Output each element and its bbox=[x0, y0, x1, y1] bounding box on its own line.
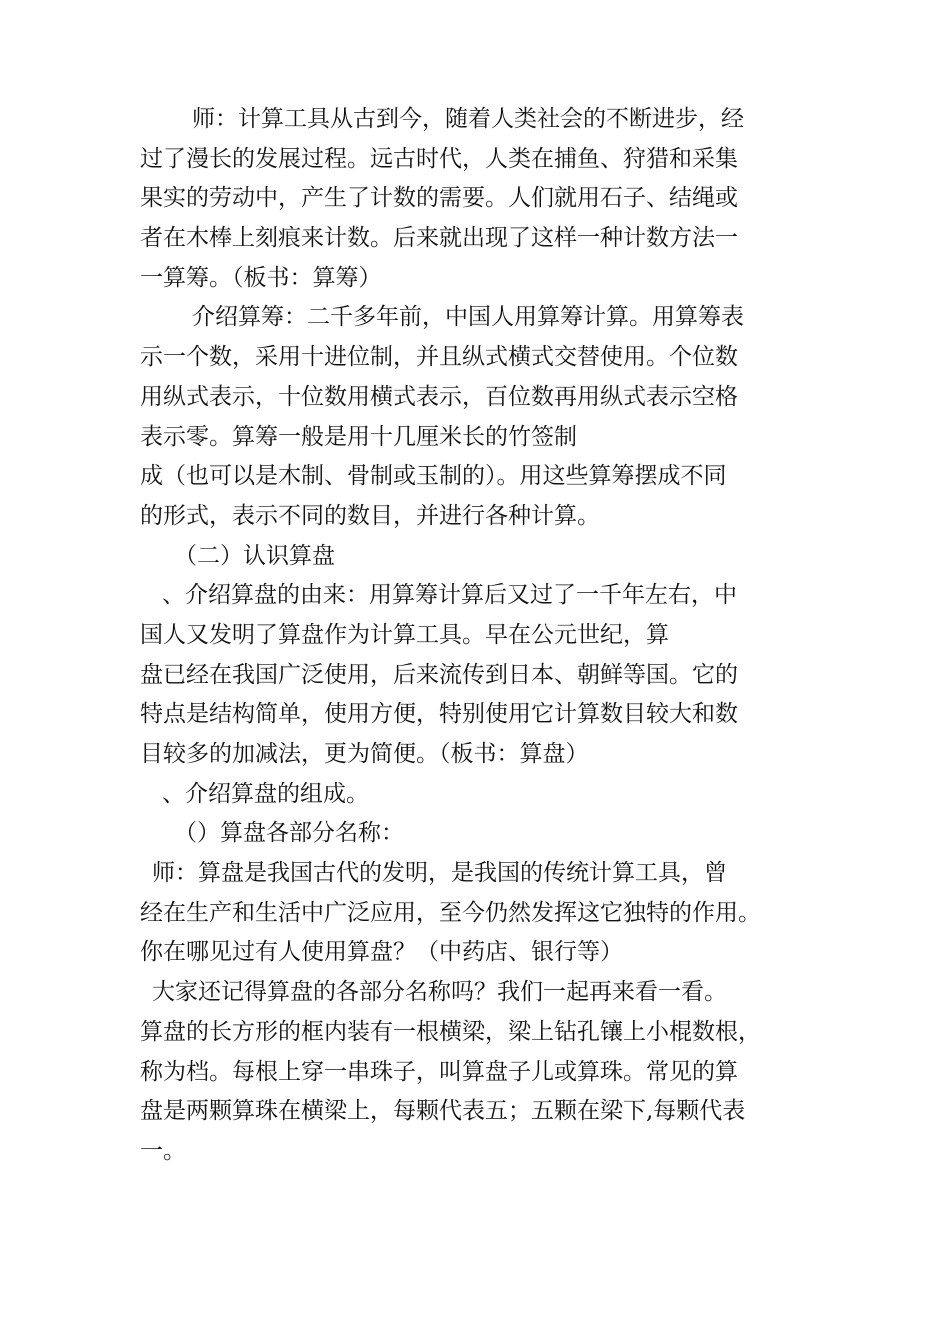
text-line: 用纵式表示，十位数用横式表示，百位数再用纵式表示空格 bbox=[140, 383, 738, 410]
text-line: 、介绍算盘的由来：用算筹计算后又过了一千年左右，中 bbox=[162, 582, 737, 609]
text-line: 表示零。算筹一般是用十几厘米长的竹签制 bbox=[140, 423, 577, 450]
text-line: 过了漫长的发展过程。远古时代，人类在捕鱼、狩猎和采集 bbox=[140, 145, 738, 172]
text-line: 成（也可以是木制、骨制或玉制的）。用这些算筹摆成不同 bbox=[140, 463, 727, 490]
text-line: （二）认识算盘 bbox=[174, 542, 335, 569]
text-line: 者在木棒上刻痕来计数。后来就出现了这样一种计数方法一 bbox=[140, 225, 738, 252]
text-line: 盘已经在我国广泛使用，后来流传到日本、朝鲜等国。它的 bbox=[140, 661, 738, 688]
text-line: （）算盘各部分名称： bbox=[174, 820, 404, 847]
text-line: 、介绍算盘的组成。 bbox=[162, 780, 369, 807]
body-text bbox=[140, 100, 840, 1172]
text-line: 示一个数，采用十进位制，并且纵式横式交替使用。个位数 bbox=[140, 344, 738, 371]
text-line: 一算筹。（板书：算筹） bbox=[140, 264, 382, 291]
text-line: 师：计算工具从古到今，随着人类社会的不断进步，经 bbox=[192, 106, 744, 132]
text-line: 特点是结构简单，使用方便，特别使用它计算数目较大和数 bbox=[140, 701, 738, 728]
text-line: 大家还记得算盘的各部分名称吗？我们一起再来看一看。 bbox=[152, 979, 727, 1006]
text-line: 国人又发明了算盘作为计算工具。早在公元世纪，算 bbox=[140, 621, 669, 648]
text-line: 盘是两颗算珠在横梁上，每颗代表五；五颗在梁下,每颗代表 bbox=[140, 1098, 746, 1125]
text-line: 果实的劳动中，产生了计数的需要。人们就用石子、结绳或 bbox=[140, 185, 738, 212]
text-line: 算盘的长方形的框内装有一根横梁，梁上钻孔镶上小棍数根， bbox=[140, 1018, 761, 1045]
text-line: 经在生产和生活中广泛应用，至今仍然发挥这它独特的作用。 bbox=[140, 899, 761, 926]
text-line: 的形式，表示不同的数目，并进行各种计算。 bbox=[140, 502, 600, 529]
text-line: 你在哪见过有人使用算盘？（中药店、银行等） bbox=[140, 939, 623, 966]
text-line: 目较多的加减法，更为简便。（板书：算盘） bbox=[140, 741, 589, 767]
text-line: 师：算盘是我国古代的发明，是我国的传统计算工具，曾 bbox=[152, 860, 727, 887]
text-line: 一。 bbox=[140, 1137, 186, 1164]
text-line: 称为档。每根上穿一串珠子，叫算盘子儿或算珠。常见的算 bbox=[140, 1058, 738, 1085]
text-line: 介绍算筹：二千多年前，中国人用算筹计算。用算筹表 bbox=[192, 304, 744, 331]
